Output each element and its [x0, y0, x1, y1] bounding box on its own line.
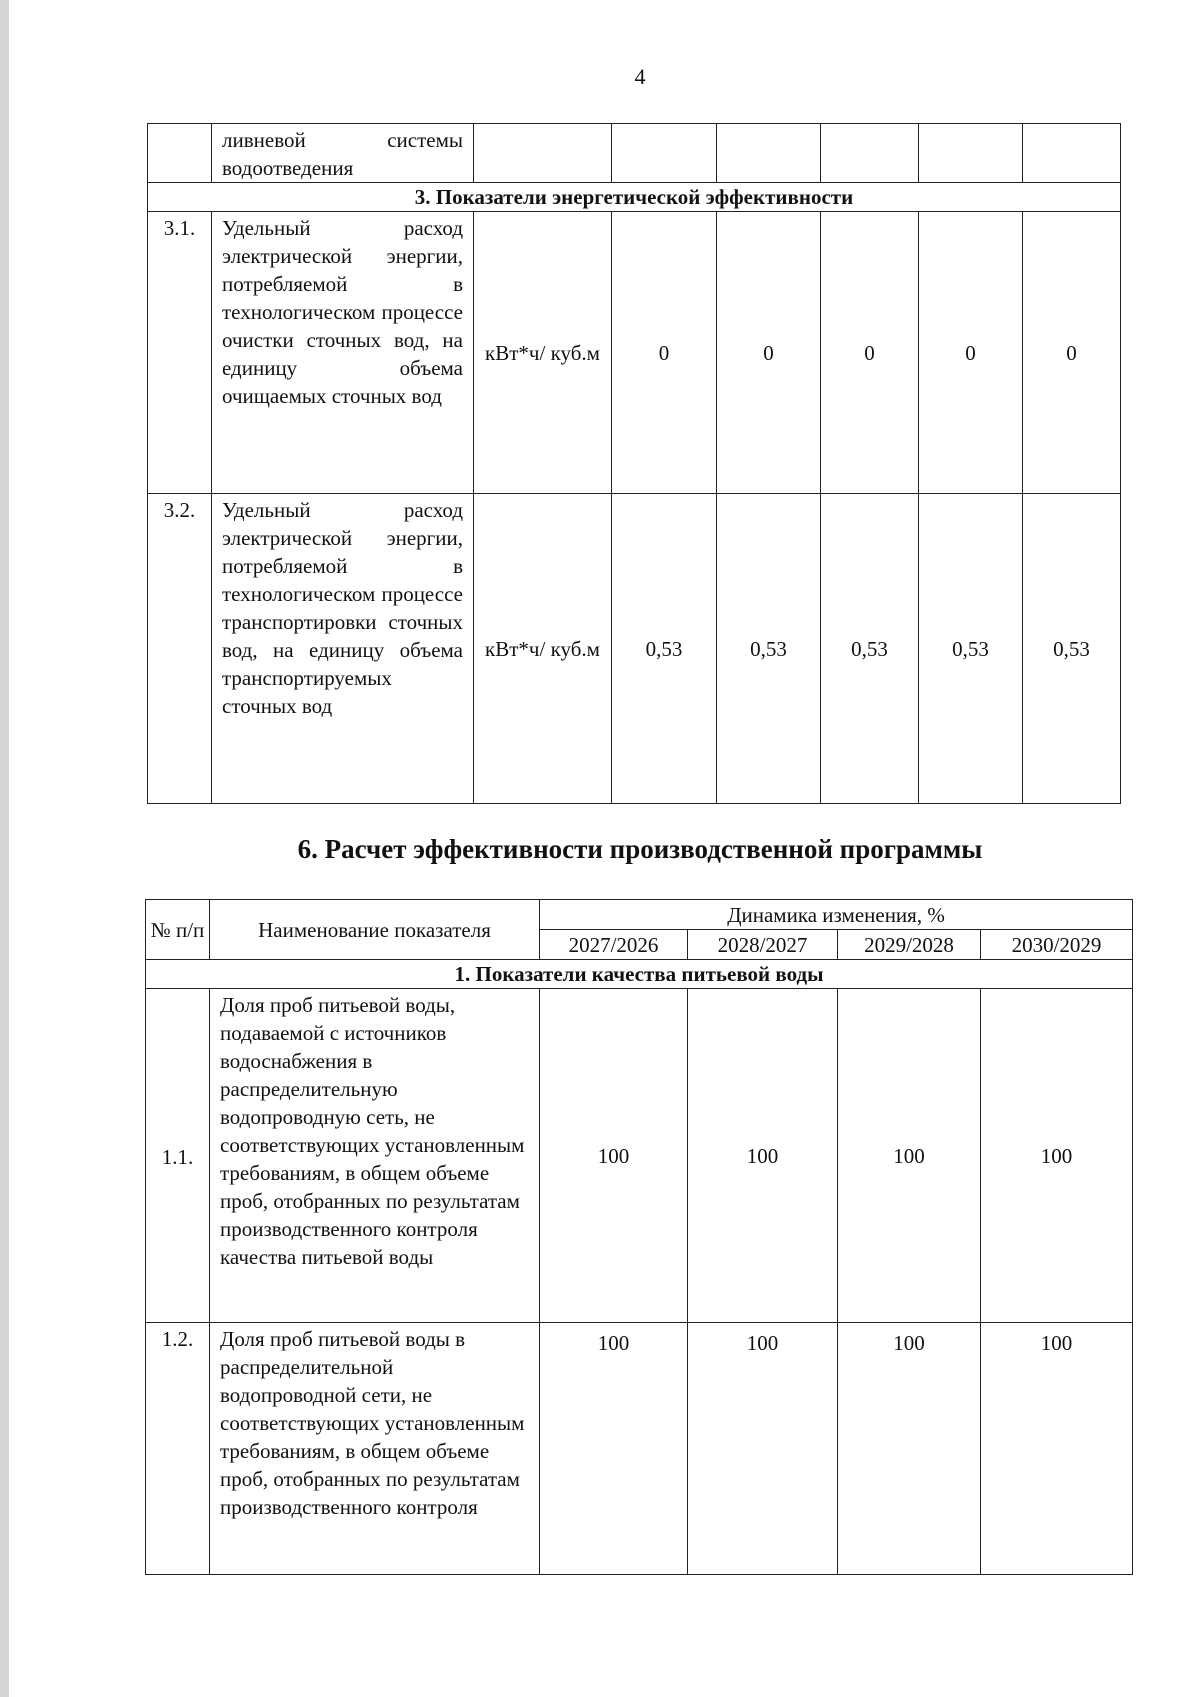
value-cell: 0,53	[919, 494, 1023, 804]
header-number: № п/п	[146, 900, 210, 960]
row-description: ливневой системы водоотведения	[212, 124, 474, 183]
row-number: 1.2.	[146, 1323, 210, 1575]
header-dynamics: Динамика изменения, %	[540, 900, 1133, 930]
energy-efficiency-table	[147, 123, 1121, 804]
row-number: 1.1.	[146, 989, 210, 1323]
value-cell: 100	[981, 989, 1133, 1323]
header-row	[146, 900, 1133, 930]
value-cell: 0,53	[717, 494, 821, 804]
value-cell: 0	[1023, 212, 1121, 494]
value-cell: 100	[688, 989, 838, 1323]
section-heading: 6. Расчет эффективности производственной программы	[297, 834, 983, 864]
value-cell: 0	[821, 212, 919, 494]
value-cell: 0	[919, 212, 1023, 494]
value-cell: 0,53	[612, 494, 717, 804]
value-cell: 0,53	[1023, 494, 1121, 804]
value-cell: 0,53	[821, 494, 919, 804]
value-cell: 100	[540, 989, 688, 1323]
section-row	[146, 960, 1133, 989]
row-description: Удельный расход электрической энергии, потребляемой в технологическом процессе транспортировки сточных вод, на единицу объема транспортируемых сточных вод	[212, 494, 474, 804]
header-period: 2029/2028	[838, 930, 981, 960]
value-cell: 100	[981, 1323, 1133, 1575]
table-row	[148, 494, 1121, 804]
value-cell: 100	[838, 1323, 981, 1575]
table-row	[146, 989, 1133, 1323]
value-cell: 100	[838, 989, 981, 1323]
unit-cell: кВт*ч/ куб.м	[474, 494, 612, 804]
page-number: 4	[634, 64, 646, 89]
header-period: 2028/2027	[688, 930, 838, 960]
row-number-cell	[148, 124, 212, 183]
unit-cell: кВт*ч/ куб.м	[474, 212, 612, 494]
value-cell: 0	[717, 212, 821, 494]
row-description: Доля проб питьевой воды, подаваемой с источников водоснабжения в распределительную водопроводную сеть, не соответствующих установленным требованиям, в общем объеме проб, отобранных по результатам производственного контроля качества питьевой воды	[210, 989, 540, 1323]
row-number: 3.1.	[148, 212, 212, 494]
section-row	[148, 183, 1121, 212]
row-description: Удельный расход электрической энергии, потребляемой в технологическом процессе очистки сточных вод, на единицу объема очищаемых сточных вод	[212, 212, 474, 494]
table-row	[146, 1323, 1133, 1575]
value-cell: 100	[688, 1323, 838, 1575]
header-period: 2027/2026	[540, 930, 688, 960]
header-period: 2030/2029	[981, 930, 1133, 960]
row-description: Доля проб питьевой воды в распределительной водопроводной сети, не соответствующих установленным требованиям, в общем объеме проб, отобранных по результатам производственного контроля	[210, 1323, 540, 1575]
value-cell: 100	[540, 1323, 688, 1575]
table-row	[148, 124, 1121, 183]
section-title: 3. Показатели энергетической эффективности	[148, 183, 1121, 212]
production-efficiency-table	[145, 899, 1133, 1575]
row-number: 3.2.	[148, 494, 212, 804]
value-cell: 0	[612, 212, 717, 494]
header-indicator: Наименование показателя	[210, 900, 540, 960]
table-row	[148, 212, 1121, 494]
section-title: 1. Показатели качества питьевой воды	[146, 960, 1133, 989]
